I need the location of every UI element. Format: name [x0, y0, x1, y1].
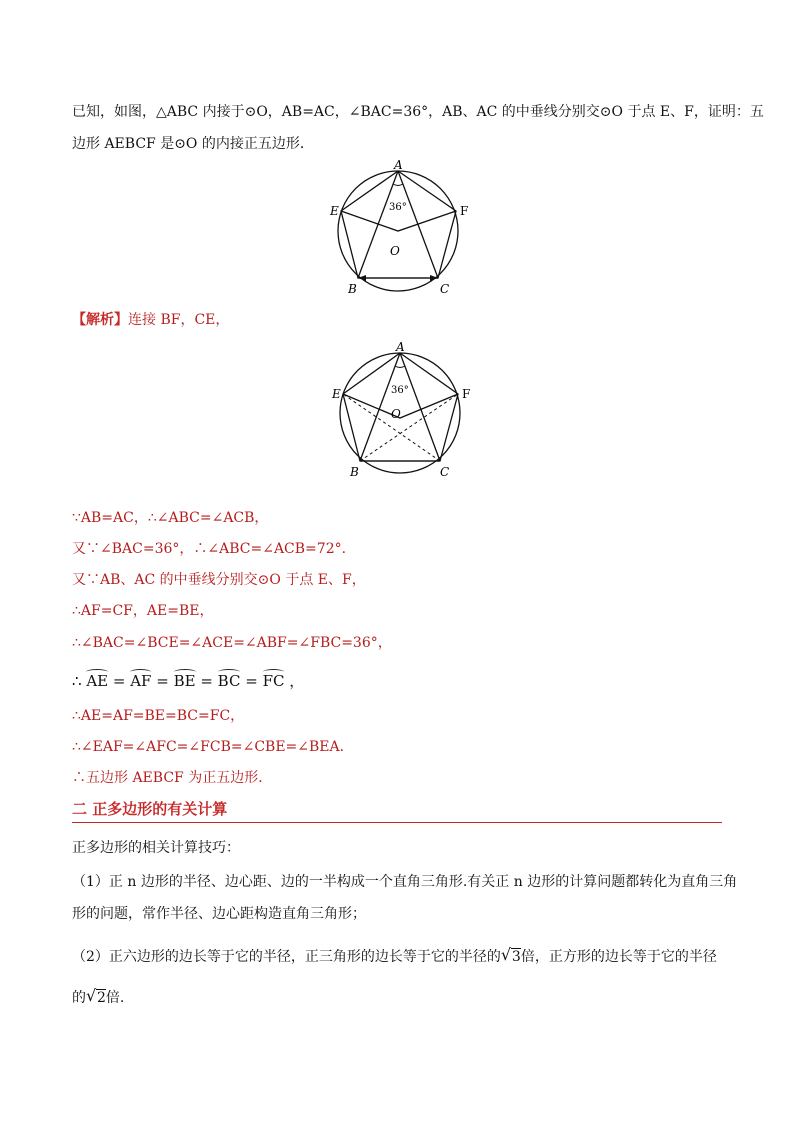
sqrt-2 — [86, 988, 106, 1008]
label-a: A — [394, 160, 403, 172]
segment-ac — [400, 353, 440, 461]
segment-e-o-f — [341, 211, 456, 231]
step-8: ∴∠EAF=∠AFC=∠FCB=∠CBE=∠BEA． — [72, 739, 354, 755]
sqrt-2-radicand: 2 — [97, 990, 106, 1006]
label-o: O — [390, 244, 400, 258]
label-c: C — [440, 282, 450, 296]
solution-intro-line — [72, 310, 229, 330]
label-b: B — [348, 282, 357, 296]
label-f: F — [460, 204, 469, 218]
tip-2-line-1 — [72, 947, 717, 967]
arc-be: BE — [173, 672, 196, 690]
angle-label: 36° — [391, 385, 409, 396]
angle-label: 36° — [389, 202, 407, 213]
section-2-heading: 二 正多边形的有关计算 — [72, 800, 228, 818]
step-3: 又∵AB、AC 的中垂线分别交⊙O 于点 E、F， — [72, 572, 366, 588]
label-a: A — [396, 340, 405, 354]
equals-1: = — [108, 672, 131, 690]
figure-1-circle-diagram — [320, 160, 480, 300]
angle-arc-a — [393, 184, 403, 186]
step-4: ∴AF=CF，AE=BE， — [72, 603, 214, 619]
step-1: ∵AB=AC，∴∠ABC=∠ACB， — [72, 510, 269, 526]
label-e: E — [332, 387, 341, 401]
therefore-symbol: ∴ — [72, 672, 87, 690]
tip-2-text-c: 的 — [72, 990, 86, 1006]
tips-title: 正多边形的相关计算技巧： — [72, 840, 240, 856]
tip-2-text-a: （2）正六边形的边长等于它的半径，正三角形的边长等于它的半径的 — [72, 949, 501, 965]
tip-2-text-b: 倍，正方形的边长等于它的半径 — [520, 949, 717, 965]
sqrt-3 — [501, 947, 521, 967]
tip-1-line-2: 形的问题，常作半径、边心距构造直角三角形； — [72, 906, 366, 922]
step-6-arcs — [72, 671, 304, 691]
step-7: ∴AE=AF=BE=BC=FC， — [72, 708, 245, 724]
solution-intro: 连接 BF，CE， — [128, 312, 230, 328]
equals-4: = — [240, 672, 263, 690]
equals-2: = — [151, 672, 174, 690]
equals-3: = — [195, 672, 218, 690]
step-9: ∴五边形 AEBCF 为正五边形． — [72, 770, 273, 786]
tip-2-line-2 — [72, 988, 124, 1008]
figure-2-circle-diagram — [322, 340, 482, 480]
step-6-suffix: ， — [284, 672, 305, 690]
label-f: F — [462, 387, 471, 401]
label-b: B — [350, 465, 359, 479]
arc-af: AF — [130, 672, 152, 690]
step-5: ∴∠BAC=∠BCE=∠ACE=∠ABF=∠FBC=36°， — [72, 635, 392, 651]
label-o: O — [391, 407, 401, 421]
tip-2-text-d: 倍. — [105, 990, 125, 1006]
arc-fc: FC — [262, 672, 285, 690]
solution-tag: 【解析】 — [72, 312, 128, 328]
label-c: C — [440, 465, 450, 479]
arc-ae: AE — [86, 672, 109, 690]
label-e: E — [330, 204, 339, 218]
section-divider — [72, 822, 722, 823]
arc-bc: BC — [217, 672, 241, 690]
sqrt-3-radicand: 3 — [511, 949, 521, 965]
problem-line-1: 已知，如图，△ABC 内接于⊙O，AB=AC，∠BAC=36°，AB、AC 的中垂线分别交⊙O 于点 E、F，证明：五 — [72, 104, 764, 120]
angle-arc-a — [395, 366, 405, 368]
tip-1-line-1: （1）正 n 边形的半径、边心距、边的一半构成一个直角三角形.有关正 n 边形的计算问题都转化为直角三角 — [72, 874, 738, 890]
problem-line-2: 边形 AEBCF 是⊙O 的内接正五边形． — [72, 136, 314, 152]
step-2: 又∵∠BAC=36°，∴∠ABC=∠ACB=72°． — [72, 541, 356, 557]
